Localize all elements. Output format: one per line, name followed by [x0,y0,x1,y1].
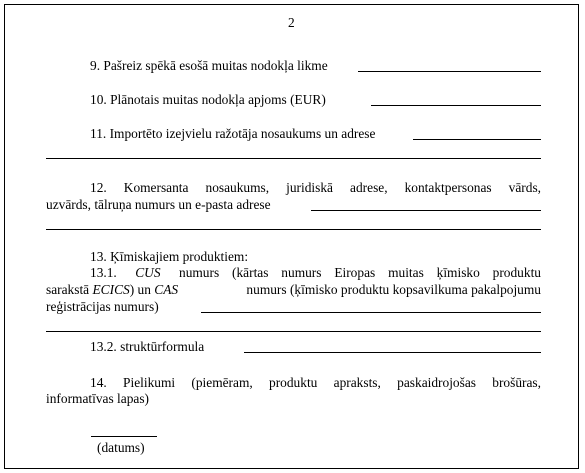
item-13-1-number: 13.1. [90,265,117,280]
item-12-field-line1[interactable] [311,210,541,211]
item-12-label-line1: 12. Komersanta nosaukums, juridiskā adrese, kontaktpersonas vārds, [90,180,541,195]
item-13-1-sarakstā: sarakstā [46,282,90,297]
item-13-1-rest: numurs (kārtas numurs Eiropas muitas ķīmisko produktu [179,265,541,280]
date-field[interactable] [91,436,157,437]
item-10-label: 10. Plānotais muitas nodokļa apjoms (EUR) [90,92,326,107]
item-13-1-cas-desc: numurs (ķīmisko produktu kopsavilkuma pakalpojumu [246,282,541,297]
item-13-1-ecics: ECICS [92,282,130,297]
item-13-heading: 13. Ķīmiskajiem produktiem: [90,249,249,264]
item-9-label: 9. Pašreiz spēkā esošā muitas nodokļa likme [90,58,328,73]
item-11-field-line2[interactable] [46,158,541,159]
item-10-field[interactable] [371,105,541,106]
item-11-field-line1[interactable] [413,139,541,140]
item-13-1-cus: CUS [135,265,161,280]
item-14-label-line2: informatīvas lapas) [46,391,149,406]
item-14-label-line1: 14. Pielikumi (piemēram, produktu apraksts, paskaidrojošas brošūras, [90,375,541,390]
item-13-1-field-line2[interactable] [46,331,541,332]
item-13-2-label: 13.2. struktūrformula [90,339,205,354]
item-13-1-line3: reģistrācijas numurs) [46,299,159,314]
item-9-field[interactable] [358,71,541,72]
date-label: (datums) [97,440,145,455]
item-13-1-un: ) un [129,282,151,297]
item-13-1-line2 [46,283,541,296]
item-13-1-field-line1[interactable] [201,312,541,313]
item-12-field-line2[interactable] [46,229,541,230]
item-13-1-line1 [90,266,541,279]
item-12-label-line2: uzvārds, tālruņa numurs un e-pasta adrese [46,197,271,212]
item-13-2-field[interactable] [244,352,541,353]
item-13-1-cas: CAS [154,282,179,297]
page-number: 2 [288,15,295,30]
item-11-label: 11. Importēto izejvielu ražotāja nosaukums un adrese [90,126,376,141]
